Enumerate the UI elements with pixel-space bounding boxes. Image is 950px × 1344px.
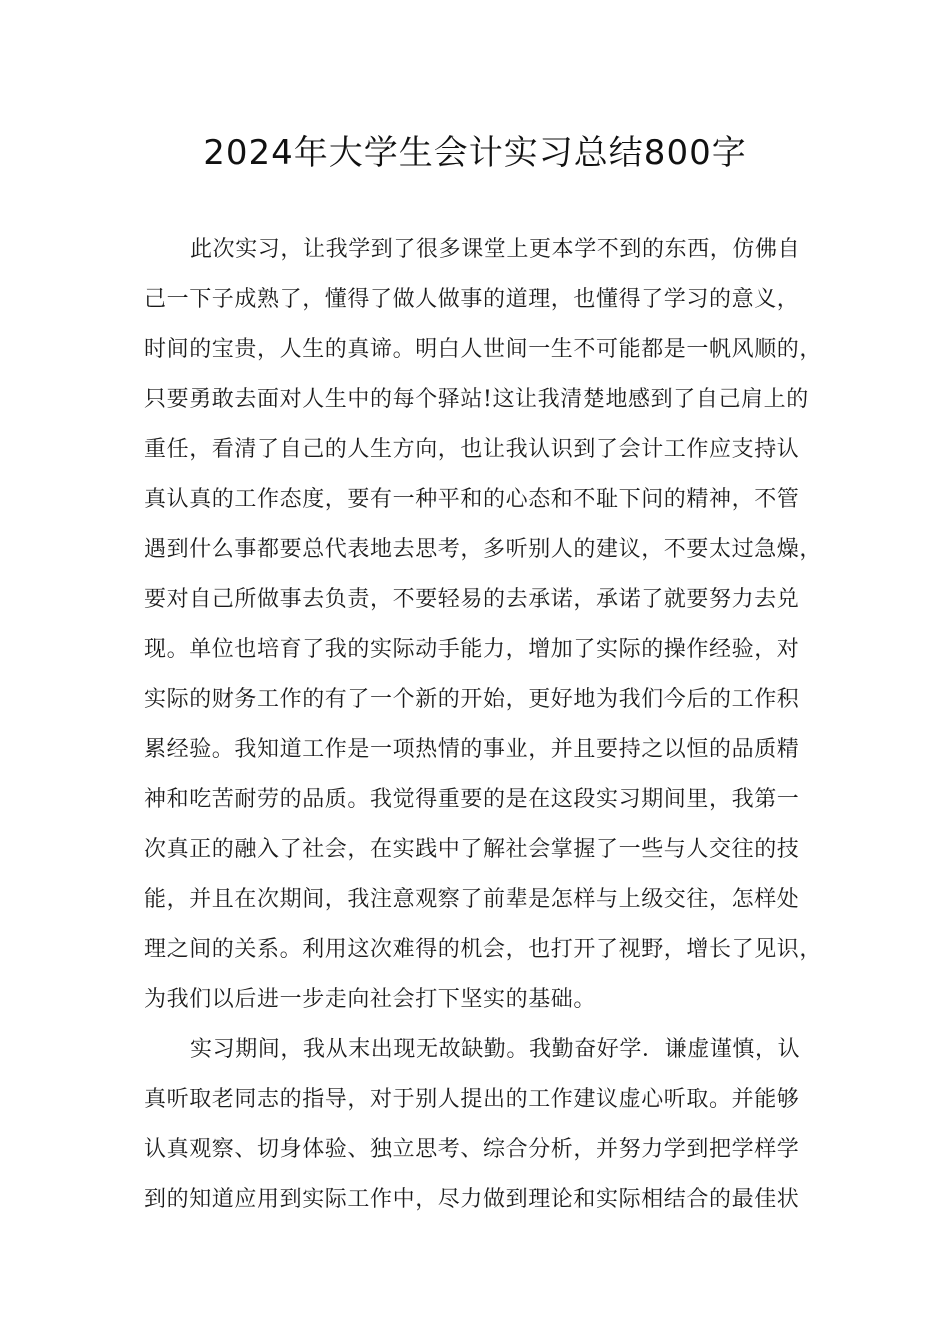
document-title: 2024年大学生会计实习总结800字 <box>203 133 747 173</box>
text-line: 现。单位也培育了我的实际动手能力，增加了实际的操作经验，对 <box>144 637 800 662</box>
text-line: 为我们以后进一步走向社会打下坚实的基础。 <box>144 987 597 1012</box>
text-line: 次真正的融入了社会，在实践中了解社会掌握了一些与人交往的技 <box>144 837 800 862</box>
text-line: 能，并且在次期间，我注意观察了前辈是怎样与上级交往，怎样处 <box>144 887 800 912</box>
text-line: 时间的宝贵，人生的真谛。明白人世间一生不可能都是一帆风顺的， <box>144 337 823 362</box>
text-line: 实际的财务工作的有了一个新的开始，更好地为我们今后的工作积 <box>144 687 800 712</box>
text-line: 神和吃苦耐劳的品质。我觉得重要的是在这段实习期间里，我第一 <box>144 787 800 812</box>
text-line: 己一下子成熟了，懂得了做人做事的道理，也懂得了学习的意义， <box>144 287 800 312</box>
text-line: 到的知道应用到实际工作中，尽力做到理论和实际相结合的最佳状 <box>144 1187 800 1212</box>
text-line: 认真观察、切身体验、独立思考、综合分析，并努力学到把学样学 <box>144 1137 800 1162</box>
text-line: 真听取老同志的指导，对于别人提出的工作建议虚心听取。并能够 <box>144 1087 800 1112</box>
text-line: 要对自己所做事去负责，不要轻易的去承诺，承诺了就要努力去兑 <box>144 587 800 612</box>
text-line: 实习期间，我从末出现无故缺勤。我勤奋好学．谦虚谨慎，认 <box>190 1037 801 1062</box>
text-line: 此次实习，让我学到了很多课堂上更本学不到的东西，仿佛自 <box>190 237 801 262</box>
text-line: 遇到什么事都要总代表地去思考，多听别人的建议，不要太过急燥， <box>144 537 823 562</box>
text-line: 累经验。我知道工作是一项热情的事业，并且要持之以恒的品质精 <box>144 737 800 762</box>
text-line: 理之间的关系。利用这次难得的机会，也打开了视野，增长了见识， <box>144 937 823 962</box>
text-line: 真认真的工作态度，要有一种平和的心态和不耻下问的精神，不管 <box>144 487 800 512</box>
text-line: 重任，看清了自己的人生方向，也让我认识到了会计工作应支持认 <box>144 437 800 462</box>
text-line: 只要勇敢去面对人生中的每个驿站!这让我清楚地感到了自己肩上的 <box>144 387 809 412</box>
